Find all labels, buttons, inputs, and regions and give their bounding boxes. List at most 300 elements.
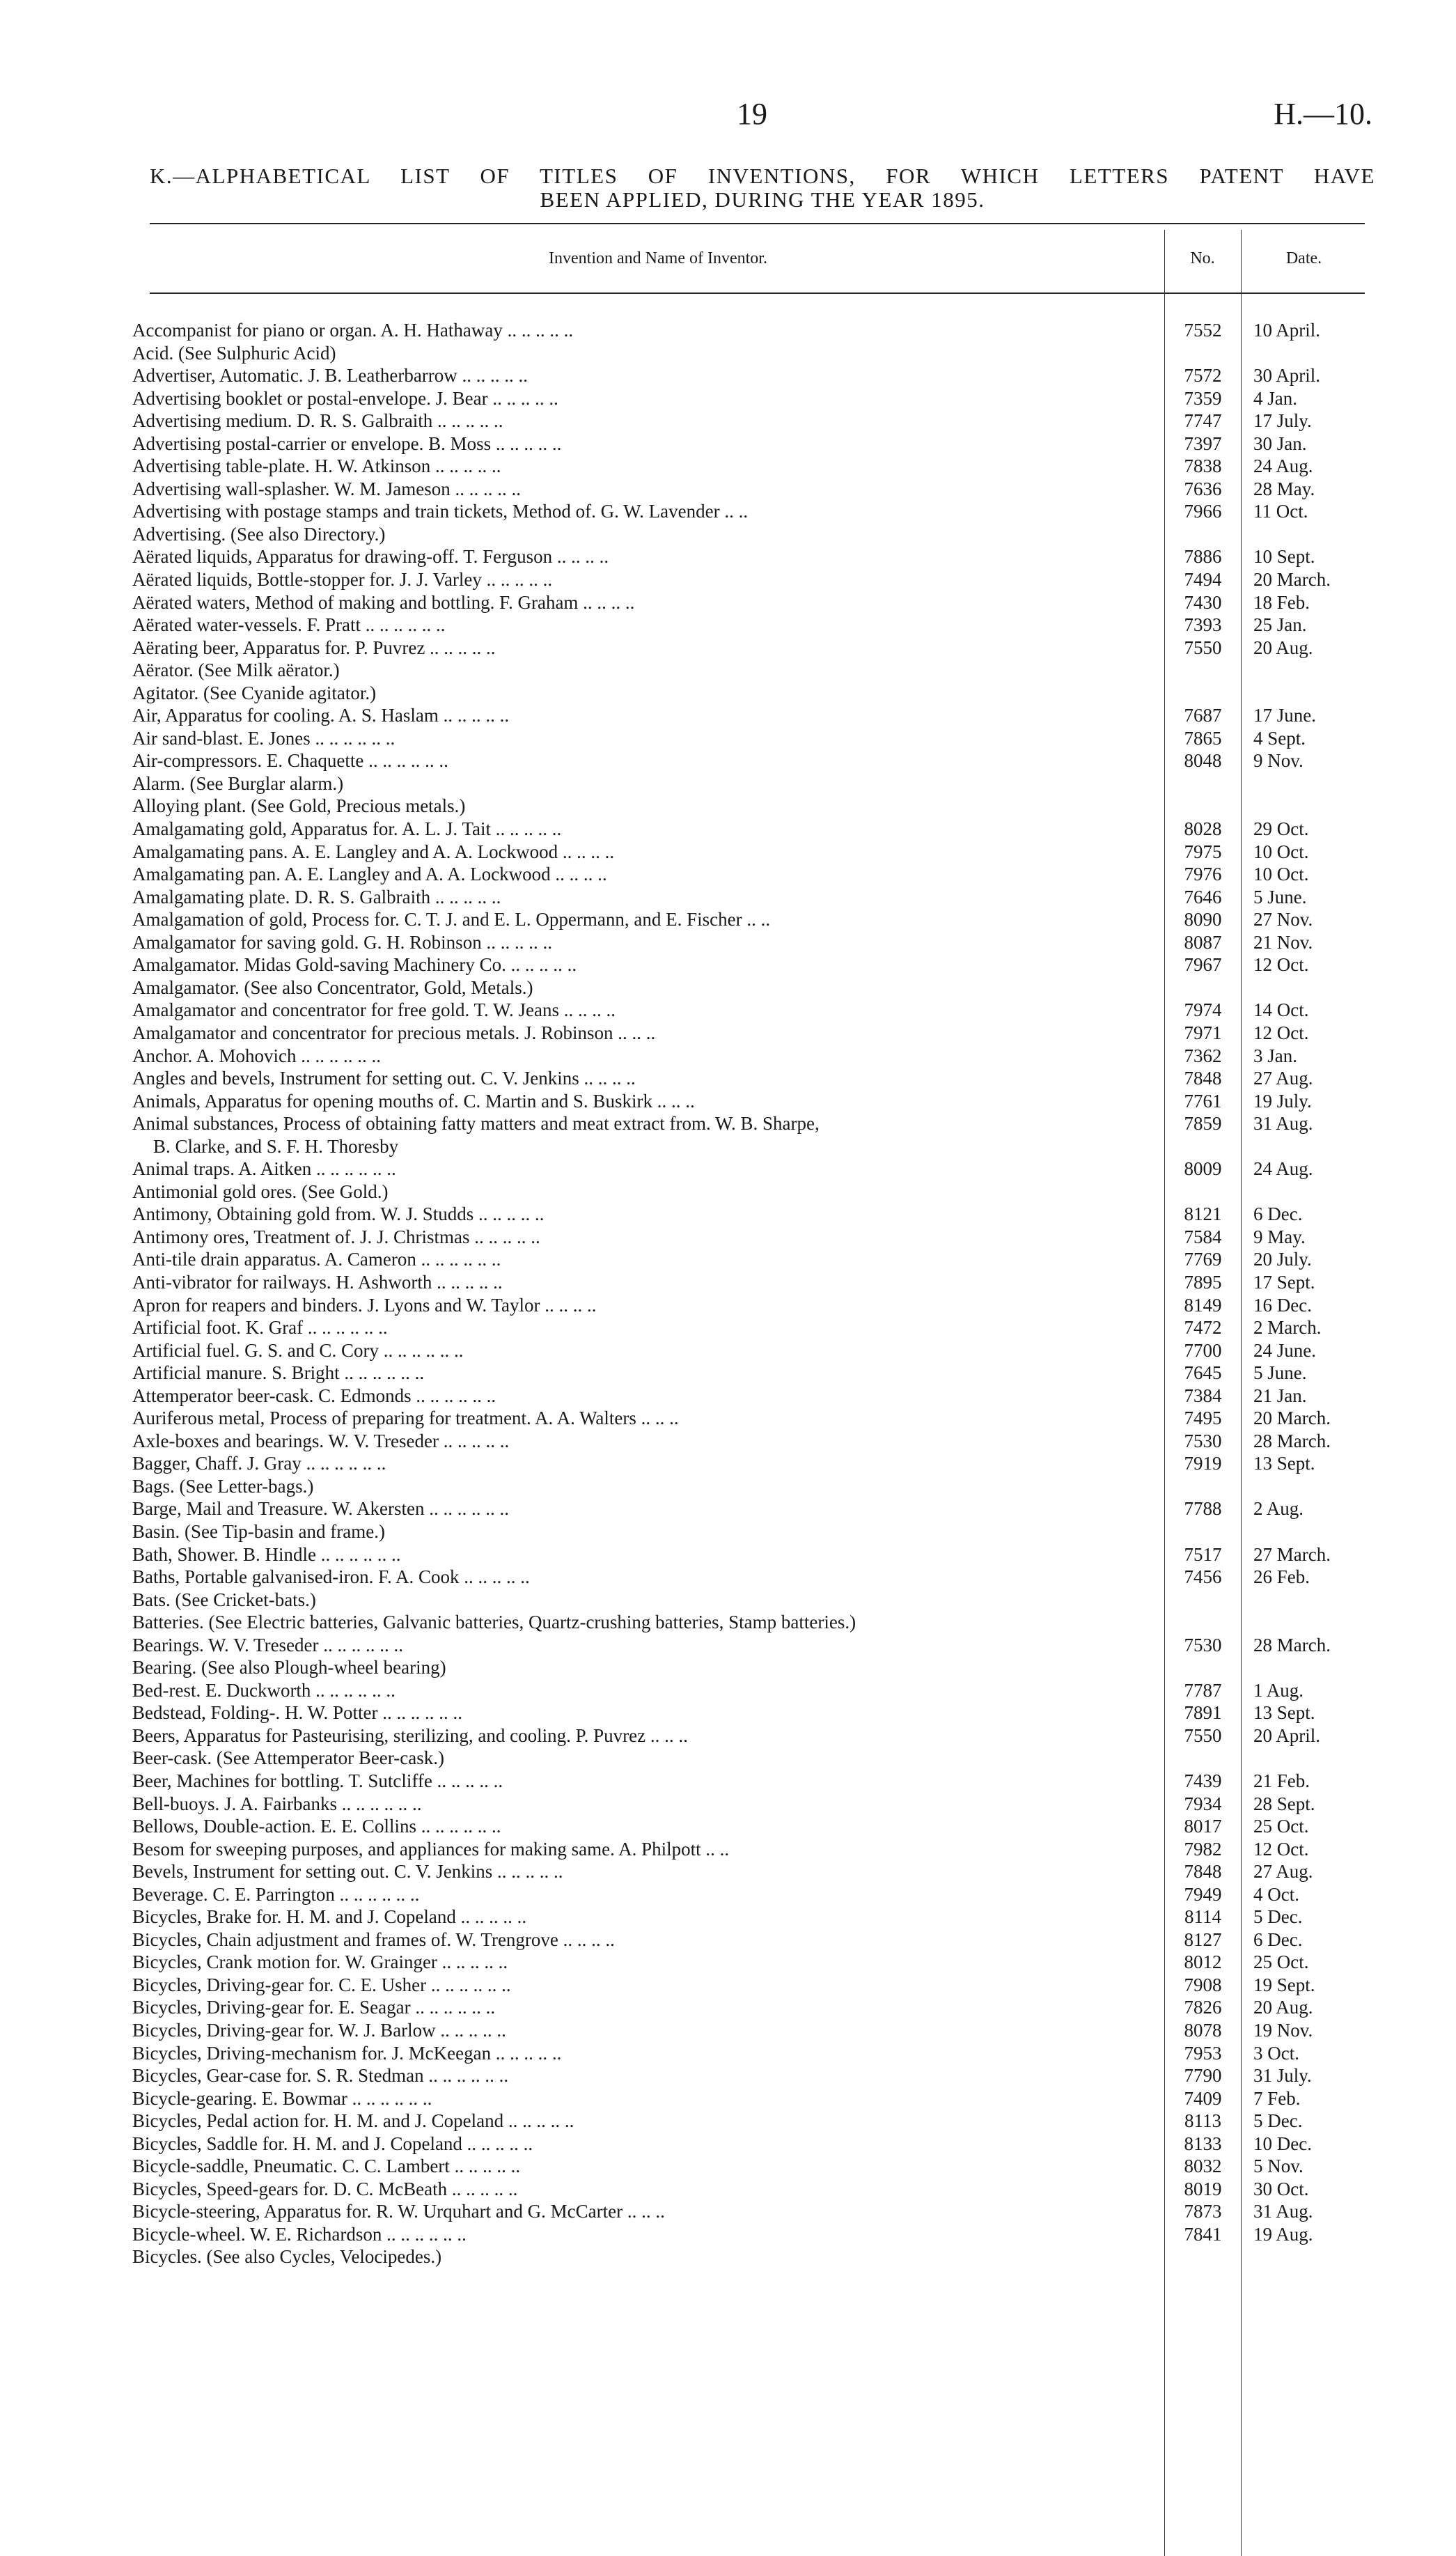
table-row [132, 1974, 1379, 1997]
table-row [132, 2042, 1379, 2065]
patent-number: 7769 [1184, 1249, 1222, 1270]
patent-number: 8149 [1184, 1294, 1222, 1316]
table-row [132, 1067, 1379, 1090]
invention-title: Bicycles, Speed-gears for. D. C. McBeath .. .. .. .. .. [132, 2178, 518, 2199]
patent-number: 8087 [1184, 931, 1222, 953]
application-date: 12 Oct. [1253, 1838, 1309, 1860]
patent-number: 7919 [1184, 1453, 1222, 1474]
table-row [132, 1203, 1379, 1226]
patent-number: 7572 [1184, 365, 1222, 387]
table-row [132, 818, 1379, 841]
application-date: 30 April. [1253, 365, 1321, 387]
invention-title: Advertising. (See also Directory.) [132, 523, 386, 545]
invention-title: Bicycles, Driving-gear for. W. J. Barlow .. .. .. .. .. [132, 2020, 506, 2041]
table-row [132, 1475, 1379, 1498]
patent-number: 7841 [1184, 2223, 1222, 2245]
application-date: 24 Aug. [1253, 1158, 1313, 1180]
table-row [132, 1747, 1379, 1770]
invention-title: Bell-buoys. J. A. Fairbanks .. .. .. .. .. .. [132, 1793, 422, 1814]
invention-title: Bicycles, Driving-gear for. E. Seagar .. .. .. .. .. .. [132, 1997, 496, 2018]
patent-number: 7456 [1184, 1566, 1222, 1588]
invention-title: Bath, Shower. B. Hindle .. .. .. .. .. .. [132, 1543, 401, 1565]
table-row [132, 727, 1379, 750]
application-date: 25 Oct. [1253, 1816, 1309, 1837]
table-row [132, 1589, 1379, 1612]
patent-number: 7949 [1184, 1883, 1222, 1905]
invention-title: Beer, Machines for bottling. T. Sutcliffe .. .. .. .. .. [132, 1770, 503, 1791]
application-date: 12 Oct. [1253, 954, 1309, 976]
table-row [132, 2178, 1379, 2201]
application-date: 17 July. [1253, 410, 1312, 432]
application-date: 18 Feb. [1253, 591, 1310, 613]
document-title [150, 164, 1375, 212]
application-date: 9 Nov. [1253, 750, 1304, 772]
table-row [132, 1520, 1379, 1543]
invention-title: Bicycle-wheel. W. E. Richardson .. .. .. .. .. .. [132, 2223, 467, 2245]
invention-title: Alarm. (See Burglar alarm.) [132, 772, 344, 794]
table-row [132, 1339, 1379, 1362]
application-date: 20 March. [1253, 1408, 1331, 1429]
patent-number: 7967 [1184, 954, 1222, 976]
application-date: 10 Sept. [1253, 546, 1315, 568]
invention-title: Angles and bevels, Instrument for setting out. C. V. Jenkins .. .. .. .. [132, 1068, 636, 1089]
patent-number: 7859 [1184, 1113, 1222, 1135]
patent-number: 7747 [1184, 410, 1222, 432]
invention-title: Bicycles, Gear-case for. S. R. Stedman .. .. .. .. .. .. [132, 2065, 509, 2087]
application-date: 3 Jan. [1253, 1045, 1297, 1066]
table-row [132, 953, 1379, 976]
invention-title: Amalgamating gold, Apparatus for. A. L. J. Tait .. .. .. .. .. [132, 818, 562, 840]
application-date: 20 April. [1253, 1724, 1321, 1746]
patent-number: 8127 [1184, 1928, 1222, 1950]
application-date: 28 May. [1253, 478, 1315, 499]
application-date: 30 Jan. [1253, 433, 1307, 454]
table-row [132, 637, 1379, 660]
application-date: 2 March. [1253, 1317, 1322, 1339]
table-row [132, 614, 1379, 637]
table-row [132, 1248, 1379, 1271]
table-row [132, 704, 1379, 727]
column-header-invention: Invention and Name of Inventor. [549, 249, 767, 267]
invention-title: Amalgamator and concentrator for free gold. T. W. Jeans .. .. .. .. [132, 999, 616, 1021]
application-date: 6 Dec. [1253, 1928, 1303, 1950]
patent-number: 7953 [1184, 2042, 1222, 2064]
table-row [132, 772, 1379, 795]
invention-title: Aërating beer, Apparatus for. P. Puvrez .. .. .. .. .. [132, 637, 496, 658]
table-row [132, 749, 1379, 772]
invention-title: Advertising with postage stamps and train tickets, Method of. G. W. Lavender .. .. [132, 501, 749, 522]
table-row [132, 1271, 1379, 1294]
table-row [132, 2223, 1379, 2246]
invention-title: Aërated liquids, Bottle-stopper for. J. J. Varley .. .. .. .. .. [132, 569, 553, 591]
invention-title: Beer-cask. (See Attemperator Beer-cask.) [132, 1747, 444, 1769]
table-row [132, 319, 1379, 342]
invention-title: Amalgamating pan. A. E. Langley and A. A. Lockwood .. .. .. .. [132, 864, 607, 885]
patent-number: 8012 [1184, 1951, 1222, 1973]
table-row [132, 2155, 1379, 2178]
table-row [132, 1566, 1379, 1589]
invention-title: Amalgamation of gold, Process for. C. T. J. and E. L. Oppermann, and E. Fischer .. .. [132, 909, 771, 930]
invention-title: Amalgamating plate. D. R. S. Galbraith .. .. .. .. .. [132, 886, 501, 907]
invention-title: Attemperator beer-cask. C. Edmonds .. .. .. .. .. .. [132, 1385, 496, 1406]
table-row [132, 1112, 1379, 1135]
table-row [132, 908, 1379, 931]
table-row [132, 1838, 1379, 1861]
application-date: 10 Dec. [1253, 2133, 1312, 2154]
table-row [132, 1022, 1379, 1045]
invention-title: Bicycles, Saddle for. H. M. and J. Copeland .. .. .. .. .. [132, 2133, 533, 2154]
patent-number: 8028 [1184, 818, 1222, 840]
application-date: 5 June. [1253, 886, 1307, 907]
invention-title: Antimony, Obtaining gold from. W. J. Studds .. .. .. .. .. [132, 1203, 545, 1225]
application-date: 29 Oct. [1253, 818, 1309, 840]
table-row [132, 1906, 1379, 1928]
title-line-2: BEEN APPLIED, DURING THE YEAR 1895. [540, 187, 985, 212]
application-date: 28 March. [1253, 1634, 1331, 1655]
table-row [132, 1543, 1379, 1566]
invention-title: Bicycles. (See also Cycles, Velocipedes.) [132, 2246, 442, 2268]
table-row [132, 1860, 1379, 1883]
invention-title: Apron for reapers and binders. J. Lyons and W. Taylor .. .. .. .. [132, 1294, 597, 1316]
patent-number: 7982 [1184, 1838, 1222, 1860]
invention-title: Bed-rest. E. Duckworth .. .. .. .. .. .. [132, 1679, 396, 1701]
table-row [132, 1135, 1379, 1158]
invention-title: Bagger, Chaff. J. Gray .. .. .. .. .. .. [132, 1453, 386, 1474]
invention-title: Aërated liquids, Apparatus for drawing-off. T. Ferguson .. .. .. .. [132, 546, 609, 568]
table-row [132, 2110, 1379, 2133]
patent-number: 7687 [1184, 705, 1222, 726]
application-date: 17 June. [1253, 705, 1316, 726]
application-date: 5 Dec. [1253, 2110, 1303, 2132]
application-date: 27 Aug. [1253, 1068, 1313, 1089]
patent-number: 7646 [1184, 886, 1222, 907]
application-date: 2 Aug. [1253, 1498, 1304, 1520]
invention-title: Aërated water-vessels. F. Pratt .. .. .. .. .. .. [132, 614, 446, 636]
application-date: 20 Aug. [1253, 637, 1313, 658]
table-row [132, 1452, 1379, 1475]
application-date: 30 Oct. [1253, 2178, 1309, 2199]
table-row [132, 1611, 1379, 1634]
invention-title: Bellows, Double-action. E. E. Collins .. .. .. .. .. .. [132, 1816, 501, 1837]
table-row [132, 2245, 1379, 2268]
column-header-number: No. [1190, 249, 1215, 267]
application-date: 5 Nov. [1253, 2156, 1304, 2177]
application-date: 1 Aug. [1253, 1679, 1304, 1701]
invention-title: Basin. (See Tip-basin and frame.) [132, 1520, 385, 1542]
invention-title: Bicycles, Driving-gear for. C. E. Usher .. .. .. .. .. .. [132, 1974, 511, 1995]
invention-title: Axle-boxes and bearings. W. V. Treseder .. .. .. .. .. [132, 1430, 510, 1451]
table-row [132, 1407, 1379, 1430]
table-row [132, 1226, 1379, 1249]
application-date: 24 Aug. [1253, 455, 1313, 477]
table-row [132, 999, 1379, 1022]
table-row [132, 387, 1379, 410]
application-date: 20 July. [1253, 1249, 1312, 1270]
application-date: 13 Sept. [1253, 1702, 1315, 1724]
patent-number: 7790 [1184, 2065, 1222, 2087]
application-date: 21 Feb. [1253, 1770, 1310, 1791]
table-row [132, 364, 1379, 387]
application-date: 17 Sept. [1253, 1271, 1315, 1293]
column-header-date: Date. [1285, 249, 1322, 267]
header-rule-top [150, 223, 1365, 224]
application-date: 3 Oct. [1253, 2042, 1299, 2064]
application-date: 19 Sept. [1253, 1974, 1315, 1995]
invention-title: Alloying plant. (See Gold, Precious metals.) [132, 795, 466, 817]
invention-title: Artificial manure. S. Bright .. .. .. .. .. .. [132, 1362, 425, 1384]
patent-number: 7975 [1184, 841, 1222, 862]
patent-number: 7397 [1184, 433, 1222, 454]
invention-title: Bicycles, Crank motion for. W. Grainger .. .. .. .. .. [132, 1951, 508, 1973]
table-row [132, 1294, 1379, 1317]
invention-title: Amalgamator for saving gold. G. H. Robinson .. .. .. .. .. [132, 931, 552, 953]
patent-number: 7966 [1184, 501, 1222, 522]
application-date: 27 March. [1253, 1543, 1331, 1565]
invention-title: Bearing. (See also Plough-wheel bearing) [132, 1657, 446, 1678]
invention-title: Bicycle-gearing. E. Bowmar .. .. .. .. .. .. [132, 2087, 432, 2109]
application-date: 31 July. [1253, 2065, 1312, 2087]
application-date: 7 Feb. [1253, 2087, 1301, 2109]
invention-title: Animals, Apparatus for opening mouths of. C. Martin and S. Buskirk .. .. .. [132, 1090, 695, 1112]
application-date: 5 Dec. [1253, 1906, 1303, 1928]
invention-title: Bicycles, Chain adjustment and frames of. W. Trengrove .. .. .. .. [132, 1928, 615, 1950]
application-date: 11 Oct. [1253, 501, 1308, 522]
table-row [132, 886, 1379, 909]
patent-number: 7908 [1184, 1974, 1222, 1995]
application-date: 28 Sept. [1253, 1793, 1315, 1814]
table-row [132, 795, 1379, 818]
table-row [132, 591, 1379, 614]
table-row [132, 1430, 1379, 1453]
table-row [132, 2019, 1379, 2042]
table-row [132, 1497, 1379, 1520]
patent-number: 7934 [1184, 1793, 1222, 1814]
invention-title: Antimonial gold ores. (See Gold.) [132, 1180, 389, 1202]
invention-title: Baths, Portable galvanised-iron. F. A. Cook .. .. .. .. .. [132, 1566, 530, 1588]
patent-number: 8009 [1184, 1158, 1222, 1180]
table-row [132, 2200, 1379, 2223]
application-date: 13 Sept. [1253, 1453, 1315, 1474]
table-row [132, 1951, 1379, 1974]
table-row [132, 1701, 1379, 1724]
table-row [132, 1634, 1379, 1657]
table-row [132, 1815, 1379, 1838]
patent-number: 8032 [1184, 2156, 1222, 2177]
patent-number: 7584 [1184, 1226, 1222, 1247]
invention-title: Bats. (See Cricket-bats.) [132, 1589, 316, 1610]
invention-title: Aërated waters, Method of making and bottling. F. Graham .. .. .. .. [132, 591, 635, 613]
invention-title: Animal traps. A. Aitken .. .. .. .. .. .. [132, 1158, 396, 1180]
invention-title: Amalgamator. Midas Gold-saving Machinery Co. .. .. .. .. .. [132, 954, 577, 976]
application-date: 19 Aug. [1253, 2223, 1313, 2245]
invention-title: Aërator. (See Milk aërator.) [132, 660, 340, 681]
application-date: 27 Nov. [1253, 909, 1313, 930]
application-date: 4 Jan. [1253, 387, 1297, 409]
table-row [132, 1679, 1379, 1702]
table-row [132, 500, 1379, 523]
table-row [132, 2087, 1379, 2110]
invention-title: Amalgamator. (See also Concentrator, Gold, Metals.) [132, 976, 533, 998]
invention-title: Acid. (See Sulphuric Acid) [132, 342, 336, 364]
invention-title: Bicycle-saddle, Pneumatic. C. C. Lambert .. .. .. .. .. [132, 2156, 521, 2177]
patent-number: 8114 [1184, 1906, 1221, 1928]
patent-number: 8019 [1184, 2178, 1222, 2199]
patent-number: 7645 [1184, 1362, 1222, 1384]
invention-title: Agitator. (See Cyanide agitator.) [132, 682, 377, 703]
table-row [132, 682, 1379, 705]
table-row [132, 1362, 1379, 1385]
table-row [132, 2064, 1379, 2087]
patent-number: 7873 [1184, 2201, 1222, 2222]
application-date: 4 Oct. [1253, 1883, 1299, 1905]
application-date: 16 Dec. [1253, 1294, 1312, 1316]
patent-number: 7976 [1184, 864, 1222, 885]
invention-title: Barge, Mail and Treasure. W. Akersten .. .. .. .. .. .. [132, 1498, 509, 1520]
patent-number: 7788 [1184, 1498, 1222, 1520]
table-row [132, 1656, 1379, 1679]
application-date: 31 Aug. [1253, 2201, 1313, 2222]
invention-title: Besom for sweeping purposes, and appliances for making same. A. Philpott .. .. [132, 1838, 730, 1860]
invention-title: Air, Apparatus for cooling. A. S. Haslam .. .. .. .. .. [132, 705, 510, 726]
invention-title: Advertising wall-splasher. W. M. Jameson .. .. .. .. .. [132, 478, 521, 499]
table-row [132, 1928, 1379, 1951]
application-date: 27 Aug. [1253, 1861, 1313, 1883]
patent-number: 7384 [1184, 1385, 1222, 1406]
invention-title: Bearings. W. V. Treseder .. .. .. .. .. .. [132, 1634, 404, 1655]
table-row [132, 1793, 1379, 1816]
application-date: 5 June. [1253, 1362, 1307, 1384]
invention-title: Bedstead, Folding-. H. W. Potter .. .. .. .. .. .. [132, 1702, 462, 1724]
application-date: 19 July. [1253, 1090, 1312, 1112]
patent-number: 7865 [1184, 727, 1222, 749]
patent-number: 8090 [1184, 909, 1222, 930]
patent-number: 8121 [1184, 1203, 1222, 1225]
table-row [132, 478, 1379, 501]
invention-title: Amalgamator and concentrator for precious metals. J. Robinson .. .. .. [132, 1022, 656, 1043]
patent-number: 7826 [1184, 1997, 1222, 2018]
application-date: 26 Feb. [1253, 1566, 1310, 1588]
patent-number: 7409 [1184, 2087, 1222, 2109]
patent-number: 7495 [1184, 1408, 1222, 1429]
patent-number: 7700 [1184, 1339, 1222, 1361]
application-date: 21 Jan. [1253, 1385, 1307, 1406]
application-date: 10 Oct. [1253, 864, 1309, 885]
patent-number: 7550 [1184, 637, 1222, 658]
page-number: 19 [737, 97, 767, 131]
invention-title: Beers, Apparatus for Pasteurising, sterilizing, and cooling. P. Puvrez .. .. .. [132, 1724, 688, 1746]
application-date: 10 April. [1253, 320, 1321, 341]
table-row [132, 841, 1379, 864]
patent-number: 7530 [1184, 1430, 1222, 1451]
table-row [132, 1883, 1379, 1906]
patent-number: 7359 [1184, 387, 1222, 409]
document-reference: H.—10. [1274, 97, 1372, 131]
patent-number: 7494 [1184, 569, 1222, 591]
patent-number: 7636 [1184, 478, 1222, 499]
patent-number: 7848 [1184, 1861, 1222, 1883]
invention-title: Batteries. (See Electric batteries, Galvanic batteries, Quartz-crushing batteries, Stamp batteries.) [132, 1612, 856, 1633]
invention-title: Beverage. C. E. Parrington .. .. .. .. .. .. [132, 1883, 420, 1905]
table-row [132, 1385, 1379, 1408]
invention-title: Air sand-blast. E. Jones .. .. .. .. .. .. [132, 727, 396, 749]
invention-title: Accompanist for piano or organ. A. H. Hathaway .. .. .. .. .. [132, 320, 574, 341]
table-row [132, 1045, 1379, 1068]
patent-number: 8078 [1184, 2020, 1222, 2041]
patent-number: 7517 [1184, 1543, 1222, 1565]
invention-title: Anchor. A. Mohovich .. .. .. .. .. .. [132, 1045, 381, 1066]
invention-title: Anti-vibrator for railways. H. Ashworth .. .. .. .. .. [132, 1271, 503, 1293]
application-date: 28 March. [1253, 1430, 1331, 1451]
table-row [132, 1180, 1379, 1203]
application-date: 21 Nov. [1253, 931, 1313, 953]
inventions-table [132, 319, 1379, 2268]
patent-number: 8017 [1184, 1816, 1222, 1837]
patent-number: 8048 [1184, 750, 1222, 772]
table-row [132, 342, 1379, 365]
header-rule-bottom [150, 293, 1365, 294]
invention-title: Amalgamating pans. A. E. Langley and A. A. Lockwood .. .. .. .. [132, 841, 615, 862]
invention-title: Bevels, Instrument for setting out. C. V. Jenkins .. .. .. .. .. [132, 1861, 563, 1883]
patent-number: 7472 [1184, 1317, 1222, 1339]
patent-number: 7971 [1184, 1022, 1222, 1043]
table-row [132, 433, 1379, 455]
patent-number: 7974 [1184, 999, 1222, 1021]
patent-number: 7552 [1184, 320, 1222, 341]
application-date: 31 Aug. [1253, 1113, 1313, 1135]
application-date: 4 Sept. [1253, 727, 1306, 749]
invention-title: Anti-tile drain apparatus. A. Cameron .. .. .. .. .. .. [132, 1249, 501, 1270]
invention-title: Advertising medium. D. R. S. Galbraith .. .. .. .. .. [132, 410, 503, 432]
invention-title: Advertising booklet or postal-envelope. J. Bear .. .. .. .. .. [132, 387, 558, 409]
invention-title: Antimony ores, Treatment of. J. J. Christmas .. .. .. .. .. [132, 1226, 540, 1247]
patent-number: 7430 [1184, 591, 1222, 613]
invention-title: Advertising postal-carrier or envelope. B. Moss .. .. .. .. .. [132, 433, 562, 454]
table-row [132, 523, 1379, 546]
patent-number: 8113 [1184, 2110, 1221, 2132]
patent-number: 7787 [1184, 1679, 1222, 1701]
table-row [132, 1996, 1379, 2019]
patent-number: 7895 [1184, 1271, 1222, 1293]
application-date: 10 Oct. [1253, 841, 1309, 862]
table-row [132, 410, 1379, 433]
table-row [132, 2133, 1379, 2156]
application-date: 9 May. [1253, 1226, 1306, 1247]
patent-number: 7891 [1184, 1702, 1222, 1724]
invention-title: Artificial fuel. G. S. and C. Cory .. .. .. .. .. .. [132, 1339, 464, 1361]
invention-title: Bicycles, Pedal action for. H. M. and J. Copeland .. .. .. .. .. [132, 2110, 574, 2132]
patent-number: 7848 [1184, 1068, 1222, 1089]
patent-number: 7761 [1184, 1090, 1222, 1112]
table-row [132, 976, 1379, 999]
table-row [132, 568, 1379, 591]
table-row [132, 1158, 1379, 1180]
application-date: 25 Oct. [1253, 1951, 1309, 1973]
invention-title: Animal substances, Process of obtaining fatty matters and meat extract from. W. B. Sharpe, [132, 1113, 820, 1135]
patent-number: 7530 [1184, 1634, 1222, 1655]
table-row [132, 455, 1379, 478]
invention-title: B. Clarke, and S. F. H. Thoresby [153, 1135, 399, 1157]
invention-title: Bicycle-steering, Apparatus for. R. W. Urquhart and G. McCarter .. .. .. [132, 2201, 665, 2222]
invention-title: Advertising table-plate. H. W. Atkinson .. .. .. .. .. [132, 455, 501, 477]
application-date: 20 March. [1253, 569, 1331, 591]
patent-number: 7362 [1184, 1045, 1222, 1066]
application-date: 19 Nov. [1253, 2020, 1313, 2041]
application-date: 24 June. [1253, 1339, 1316, 1361]
invention-title: Air-compressors. E. Chaquette .. .. .. .. .. .. [132, 750, 448, 772]
invention-title: Artificial foot. K. Graf .. .. .. .. .. .. [132, 1317, 388, 1339]
table-row [132, 1090, 1379, 1113]
patent-number: 7439 [1184, 1770, 1222, 1791]
